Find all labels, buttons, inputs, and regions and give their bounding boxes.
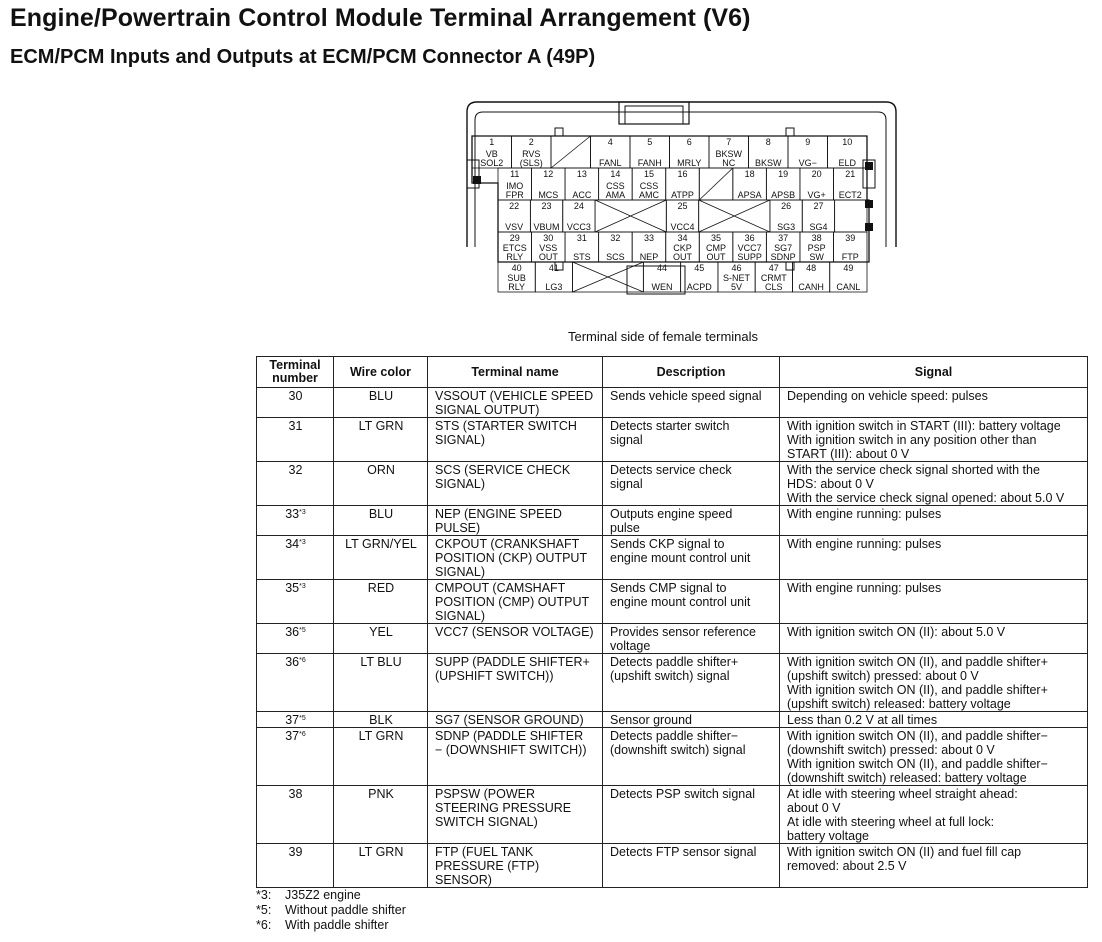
signal-cell: With the service check signal shorted with the HDS: about 0 V With the service check signal opened: about 5.0 V	[780, 462, 1088, 506]
terminal-name-cell: SG7 (SENSOR GROUND)	[428, 712, 603, 728]
description-cell: Sends vehicle speed signal	[603, 388, 780, 418]
terminal-number: 14	[610, 169, 621, 179]
terminal-label: VG+	[807, 190, 826, 200]
footnote-key: *6:	[256, 918, 272, 932]
terminal-number: 27	[813, 201, 824, 211]
terminal-number-cell	[257, 462, 334, 506]
footnote-marker: *6	[299, 657, 306, 664]
terminal-number-cell	[257, 654, 334, 712]
terminal-label: VCC7	[737, 243, 762, 253]
terminal-label: APSB	[771, 190, 796, 200]
signal-cell: At idle with steering wheel straight ahead: about 0 V At idle with steering wheel at full lock: battery voltage	[780, 786, 1088, 844]
terminal-number: 2	[528, 137, 534, 147]
terminal-label: FANL	[598, 158, 622, 168]
terminal-number: 9	[805, 137, 811, 147]
terminal-label: MRLY	[677, 158, 702, 168]
terminal-label: CSS	[639, 181, 659, 191]
terminal-label: SDNP	[770, 252, 796, 262]
page-title: Engine/Powertrain Control Module Terminal Arrangement (V6)	[10, 4, 751, 32]
terminal-number: 1	[489, 137, 495, 147]
terminal-number: 46	[731, 263, 742, 273]
signal-cell: With ignition switch ON (II), and paddle shifter+ (upshift switch) pressed: about 0 V With ignition switch ON (II), and paddle shifter+ (upshift switch) released: battery voltage	[780, 654, 1088, 712]
table-row	[257, 712, 1088, 728]
terminal-number: 29	[509, 233, 520, 243]
wire-color-cell: LT BLU	[334, 654, 428, 712]
terminal-name-cell: CKPOUT (CRANKSHAFT POSITION (CKP) OUTPUT SIGNAL)	[428, 536, 603, 580]
terminal-name-cell: VSSOUT (VEHICLE SPEED SIGNAL OUTPUT)	[428, 388, 603, 418]
terminal-number-cell	[257, 844, 334, 888]
terminal-number: 15	[643, 169, 654, 179]
terminal-number-cell	[257, 728, 334, 786]
signal-cell: With engine running: pulses	[780, 536, 1088, 580]
footnote	[256, 888, 361, 902]
footnote-marker: *3	[299, 583, 306, 590]
terminal-number: 12	[543, 169, 554, 179]
terminal-label: S-NET	[723, 273, 751, 283]
terminal-number: 25	[677, 201, 688, 211]
description-cell: Detects service check signal	[603, 462, 780, 506]
signal-cell: With ignition switch ON (II), and paddle shifter− (downshift switch) pressed: about 0 V With ignition switch ON (II), and paddle shifter− (downshift switch) released: battery voltage	[780, 728, 1088, 786]
header-signal: Signal	[780, 357, 1088, 388]
table-header-row	[257, 357, 1088, 388]
terminal-number: 37	[778, 233, 789, 243]
connector-key	[786, 128, 794, 136]
terminal-number: 32	[288, 463, 303, 477]
terminal-number: 37	[285, 729, 300, 743]
terminal-number: 31	[576, 233, 587, 243]
terminal-label: FTP	[841, 252, 859, 262]
terminal-number: 40	[511, 263, 522, 273]
terminal-name-cell: SCS (SERVICE CHECK SIGNAL)	[428, 462, 603, 506]
terminal-label: IMO	[506, 181, 524, 191]
terminal-number: 8	[765, 137, 771, 147]
wire-color-cell: ORN	[334, 462, 428, 506]
description-cell: Provides sensor reference voltage	[603, 624, 780, 654]
wire-color-cell: LT GRN/YEL	[334, 536, 428, 580]
locator-marker	[473, 176, 481, 184]
terminal-label: WEN	[651, 282, 673, 292]
terminal-label: MCS	[538, 190, 559, 200]
terminal-label: SUB	[507, 273, 526, 283]
terminal-number-cell	[257, 506, 334, 536]
terminal-number: 30	[543, 233, 554, 243]
description-cell: Sends CMP signal to engine mount control unit	[603, 580, 780, 624]
footnote	[256, 918, 389, 932]
table-row	[257, 506, 1088, 536]
footnote-marker: *5	[299, 627, 306, 634]
terminal-label: AMC	[638, 190, 659, 200]
terminal-number-cell	[257, 418, 334, 462]
terminal-label: SG4	[809, 222, 828, 232]
terminal-number: 24	[573, 201, 584, 211]
terminal-name-cell: SUPP (PADDLE SHIFTER+ (UPSHIFT SWITCH))	[428, 654, 603, 712]
terminal-name-cell: SDNP (PADDLE SHIFTER − (DOWNSHIFT SWITCH))	[428, 728, 603, 786]
terminal-number: 20	[811, 169, 822, 179]
header-terminal-name: Terminal name	[428, 357, 603, 388]
wire-color-cell: LT GRN	[334, 844, 428, 888]
terminal-number: 5	[647, 137, 653, 147]
terminal-label: RLY	[506, 252, 524, 262]
terminal-label: CRMT	[760, 273, 787, 283]
footnote-marker: *6	[299, 731, 306, 738]
terminal-number-cell	[257, 388, 334, 418]
footnote-marker: *3	[299, 509, 306, 516]
table-row	[257, 580, 1088, 624]
terminal-number: 39	[288, 845, 303, 859]
terminal-label: BKSW	[754, 158, 782, 168]
terminal-name-cell: CMPOUT (CAMSHAFT POSITION (CMP) OUTPUT SIGNAL)	[428, 580, 603, 624]
terminal-label: VBUM	[533, 222, 560, 232]
terminal-label: STS	[573, 252, 591, 262]
terminal-label: VSS	[539, 243, 558, 253]
wire-color-cell: RED	[334, 580, 428, 624]
description-cell: Detects PSP switch signal	[603, 786, 780, 844]
terminal-number: 49	[843, 263, 854, 273]
terminal-number: 4	[607, 137, 613, 147]
terminal-number-cell	[257, 580, 334, 624]
footnote-key: *3:	[256, 888, 272, 902]
table-row	[257, 536, 1088, 580]
terminal-number: 13	[576, 169, 587, 179]
footnote-marker: *5	[299, 715, 306, 722]
terminal-label: NEP	[639, 252, 659, 262]
terminal-number: 16	[677, 169, 688, 179]
terminal-number: 45	[694, 263, 705, 273]
terminal-name-cell: VCC7 (SENSOR VOLTAGE)	[428, 624, 603, 654]
terminal-label: VB	[485, 149, 498, 159]
terminal-number: 33	[643, 233, 654, 243]
terminal-label: SCS	[606, 252, 625, 262]
terminal-number: 18	[744, 169, 755, 179]
description-cell: Detects FTP sensor signal	[603, 844, 780, 888]
terminal-label: ACPD	[686, 282, 712, 292]
terminal-number: 36	[285, 655, 300, 669]
terminal-number-cell	[257, 624, 334, 654]
terminal-number: 34	[677, 233, 688, 243]
unused-cavity-mark	[551, 136, 591, 168]
terminal-label: CANL	[836, 282, 861, 292]
terminal-name-cell: NEP (ENGINE SPEED PULSE)	[428, 506, 603, 536]
signal-cell: With engine running: pulses	[780, 580, 1088, 624]
table-row	[257, 418, 1088, 462]
terminal-label: AMA	[605, 190, 626, 200]
terminal-number: 7	[726, 137, 732, 147]
terminal-number: 26	[781, 201, 792, 211]
terminal-label: 5V	[731, 282, 743, 292]
terminal-number: 48	[806, 263, 817, 273]
wire-color-cell: YEL	[334, 624, 428, 654]
terminal-label: RVS	[522, 149, 541, 159]
terminal-label: NC	[722, 158, 736, 168]
terminal-number: 32	[610, 233, 621, 243]
terminal-label: SG3	[777, 222, 796, 232]
wire-color-cell: LT GRN	[334, 418, 428, 462]
terminal-label: FPR	[505, 190, 524, 200]
terminal-label: ECT2	[838, 190, 862, 200]
wire-color-cell: BLU	[334, 506, 428, 536]
connector-key	[555, 128, 563, 136]
terminal-label: APSA	[737, 190, 762, 200]
terminal-cell	[835, 200, 867, 232]
terminal-label: SUPP	[737, 252, 762, 262]
terminal-number: 36	[285, 625, 300, 639]
signal-cell: With ignition switch ON (II) and fuel fill cap removed: about 2.5 V	[780, 844, 1088, 888]
table-row	[257, 728, 1088, 786]
terminal-label: OUT	[706, 252, 726, 262]
header-description: Description	[603, 357, 780, 388]
terminal-number-cell	[257, 712, 334, 728]
terminal-number: 37	[285, 713, 300, 727]
wire-color-cell: PNK	[334, 786, 428, 844]
table-row	[257, 388, 1088, 418]
signal-cell: With ignition switch ON (II): about 5.0 V	[780, 624, 1088, 654]
terminal-number: 33	[285, 507, 300, 521]
terminal-label: CLS	[765, 282, 783, 292]
connector-latch-inner	[625, 106, 683, 124]
connector-caption: Terminal side of female terminals	[568, 329, 759, 344]
signal-cell: Depending on vehicle speed: pulses	[780, 388, 1088, 418]
connector-diagram	[445, 100, 900, 310]
terminal-number: 36	[744, 233, 755, 243]
description-cell: Detects paddle shifter+ (upshift switch) signal	[603, 654, 780, 712]
header-terminal-number: Terminal number	[257, 357, 334, 388]
terminal-number: 38	[811, 233, 822, 243]
locator-marker	[865, 223, 873, 231]
table-row	[257, 844, 1088, 888]
terminal-label: CMP	[706, 243, 727, 253]
terminal-label: VCC4	[670, 222, 695, 232]
wire-color-cell: BLU	[334, 388, 428, 418]
terminal-label: CKP	[673, 243, 692, 253]
signal-cell: Less than 0.2 V at all times	[780, 712, 1088, 728]
terminal-number: 47	[768, 263, 779, 273]
footnote	[256, 903, 406, 917]
table-row	[257, 624, 1088, 654]
header-wire-color: Wire color	[334, 357, 428, 388]
table-row	[257, 654, 1088, 712]
terminal-label: CANH	[798, 282, 824, 292]
terminal-label: SOL2	[480, 158, 504, 168]
terminal-table	[256, 356, 1088, 888]
terminal-number: 10	[842, 137, 853, 147]
wire-color-cell: LT GRN	[334, 728, 428, 786]
terminal-number: 31	[288, 419, 303, 433]
terminal-name-cell: STS (STARTER SWITCH SIGNAL)	[428, 418, 603, 462]
unused-cavity-mark	[699, 168, 733, 200]
terminal-label: RLY	[508, 282, 526, 292]
terminal-label: CSS	[606, 181, 625, 191]
locator-marker	[865, 162, 873, 170]
terminal-number: 23	[541, 201, 552, 211]
terminal-label: SW	[809, 252, 824, 262]
terminal-number: 41	[548, 263, 559, 273]
terminal-label: VSV	[505, 222, 524, 232]
terminal-label: FANH	[637, 158, 662, 168]
table-row	[257, 786, 1088, 844]
terminal-number: 38	[288, 787, 303, 801]
description-cell: Detects paddle shifter− (downshift switch) signal	[603, 728, 780, 786]
footnote-marker: *3	[299, 539, 306, 546]
terminal-label: ATPP	[671, 190, 694, 200]
description-cell: Detects starter switch signal	[603, 418, 780, 462]
footnote-text: With paddle shifter	[285, 918, 389, 932]
terminal-name-cell: PSPSW (POWER STEERING PRESSURE SWITCH SIGNAL)	[428, 786, 603, 844]
terminal-number: 22	[509, 201, 520, 211]
signal-cell: With ignition switch in START (III): battery voltage With ignition switch in any position other than START (III): about 0 V	[780, 418, 1088, 462]
terminal-number-cell	[257, 786, 334, 844]
terminal-label: ETCS	[502, 243, 527, 253]
locator-marker	[865, 200, 873, 208]
terminal-number: 30	[288, 389, 303, 403]
connector-latch	[619, 102, 689, 124]
description-cell: Sensor ground	[603, 712, 780, 728]
terminal-number-cell	[257, 536, 334, 580]
terminal-number: 19	[778, 169, 789, 179]
table-row	[257, 462, 1088, 506]
footnote-text: J35Z2 engine	[285, 888, 361, 902]
terminal-number: 39	[845, 233, 856, 243]
description-cell: Outputs engine speed pulse	[603, 506, 780, 536]
terminal-number: 35	[711, 233, 722, 243]
wire-color-cell: BLK	[334, 712, 428, 728]
footnote-text: Without paddle shifter	[285, 903, 406, 917]
terminal-number: 35	[285, 581, 300, 595]
terminal-label: (SLS)	[519, 158, 543, 168]
terminal-label: ACC	[572, 190, 592, 200]
terminal-number: 44	[656, 263, 668, 273]
terminal-label: OUT	[538, 252, 558, 262]
terminal-number: 11	[510, 169, 520, 179]
description-cell: Sends CKP signal to engine mount control unit	[603, 536, 780, 580]
terminal-label: VCC3	[566, 222, 591, 232]
terminal-name-cell: FTP (FUEL TANK PRESSURE (FTP) SENSOR)	[428, 844, 603, 888]
footnote-key: *5:	[256, 903, 272, 917]
terminal-label: ELD	[838, 158, 857, 168]
page-subtitle: ECM/PCM Inputs and Outputs at ECM/PCM Connector A (49P)	[10, 46, 596, 68]
terminal-label: PSP	[807, 243, 826, 253]
terminal-number: 6	[686, 137, 692, 147]
terminal-label: SG7	[774, 243, 793, 253]
terminal-label: OUT	[673, 252, 692, 262]
signal-cell: With engine running: pulses	[780, 506, 1088, 536]
terminal-number: 34	[285, 537, 300, 551]
terminal-label: BKSW	[715, 149, 743, 159]
terminal-label: VG−	[798, 158, 817, 168]
terminal-label: LG3	[545, 282, 563, 292]
terminal-number: 21	[845, 169, 856, 179]
